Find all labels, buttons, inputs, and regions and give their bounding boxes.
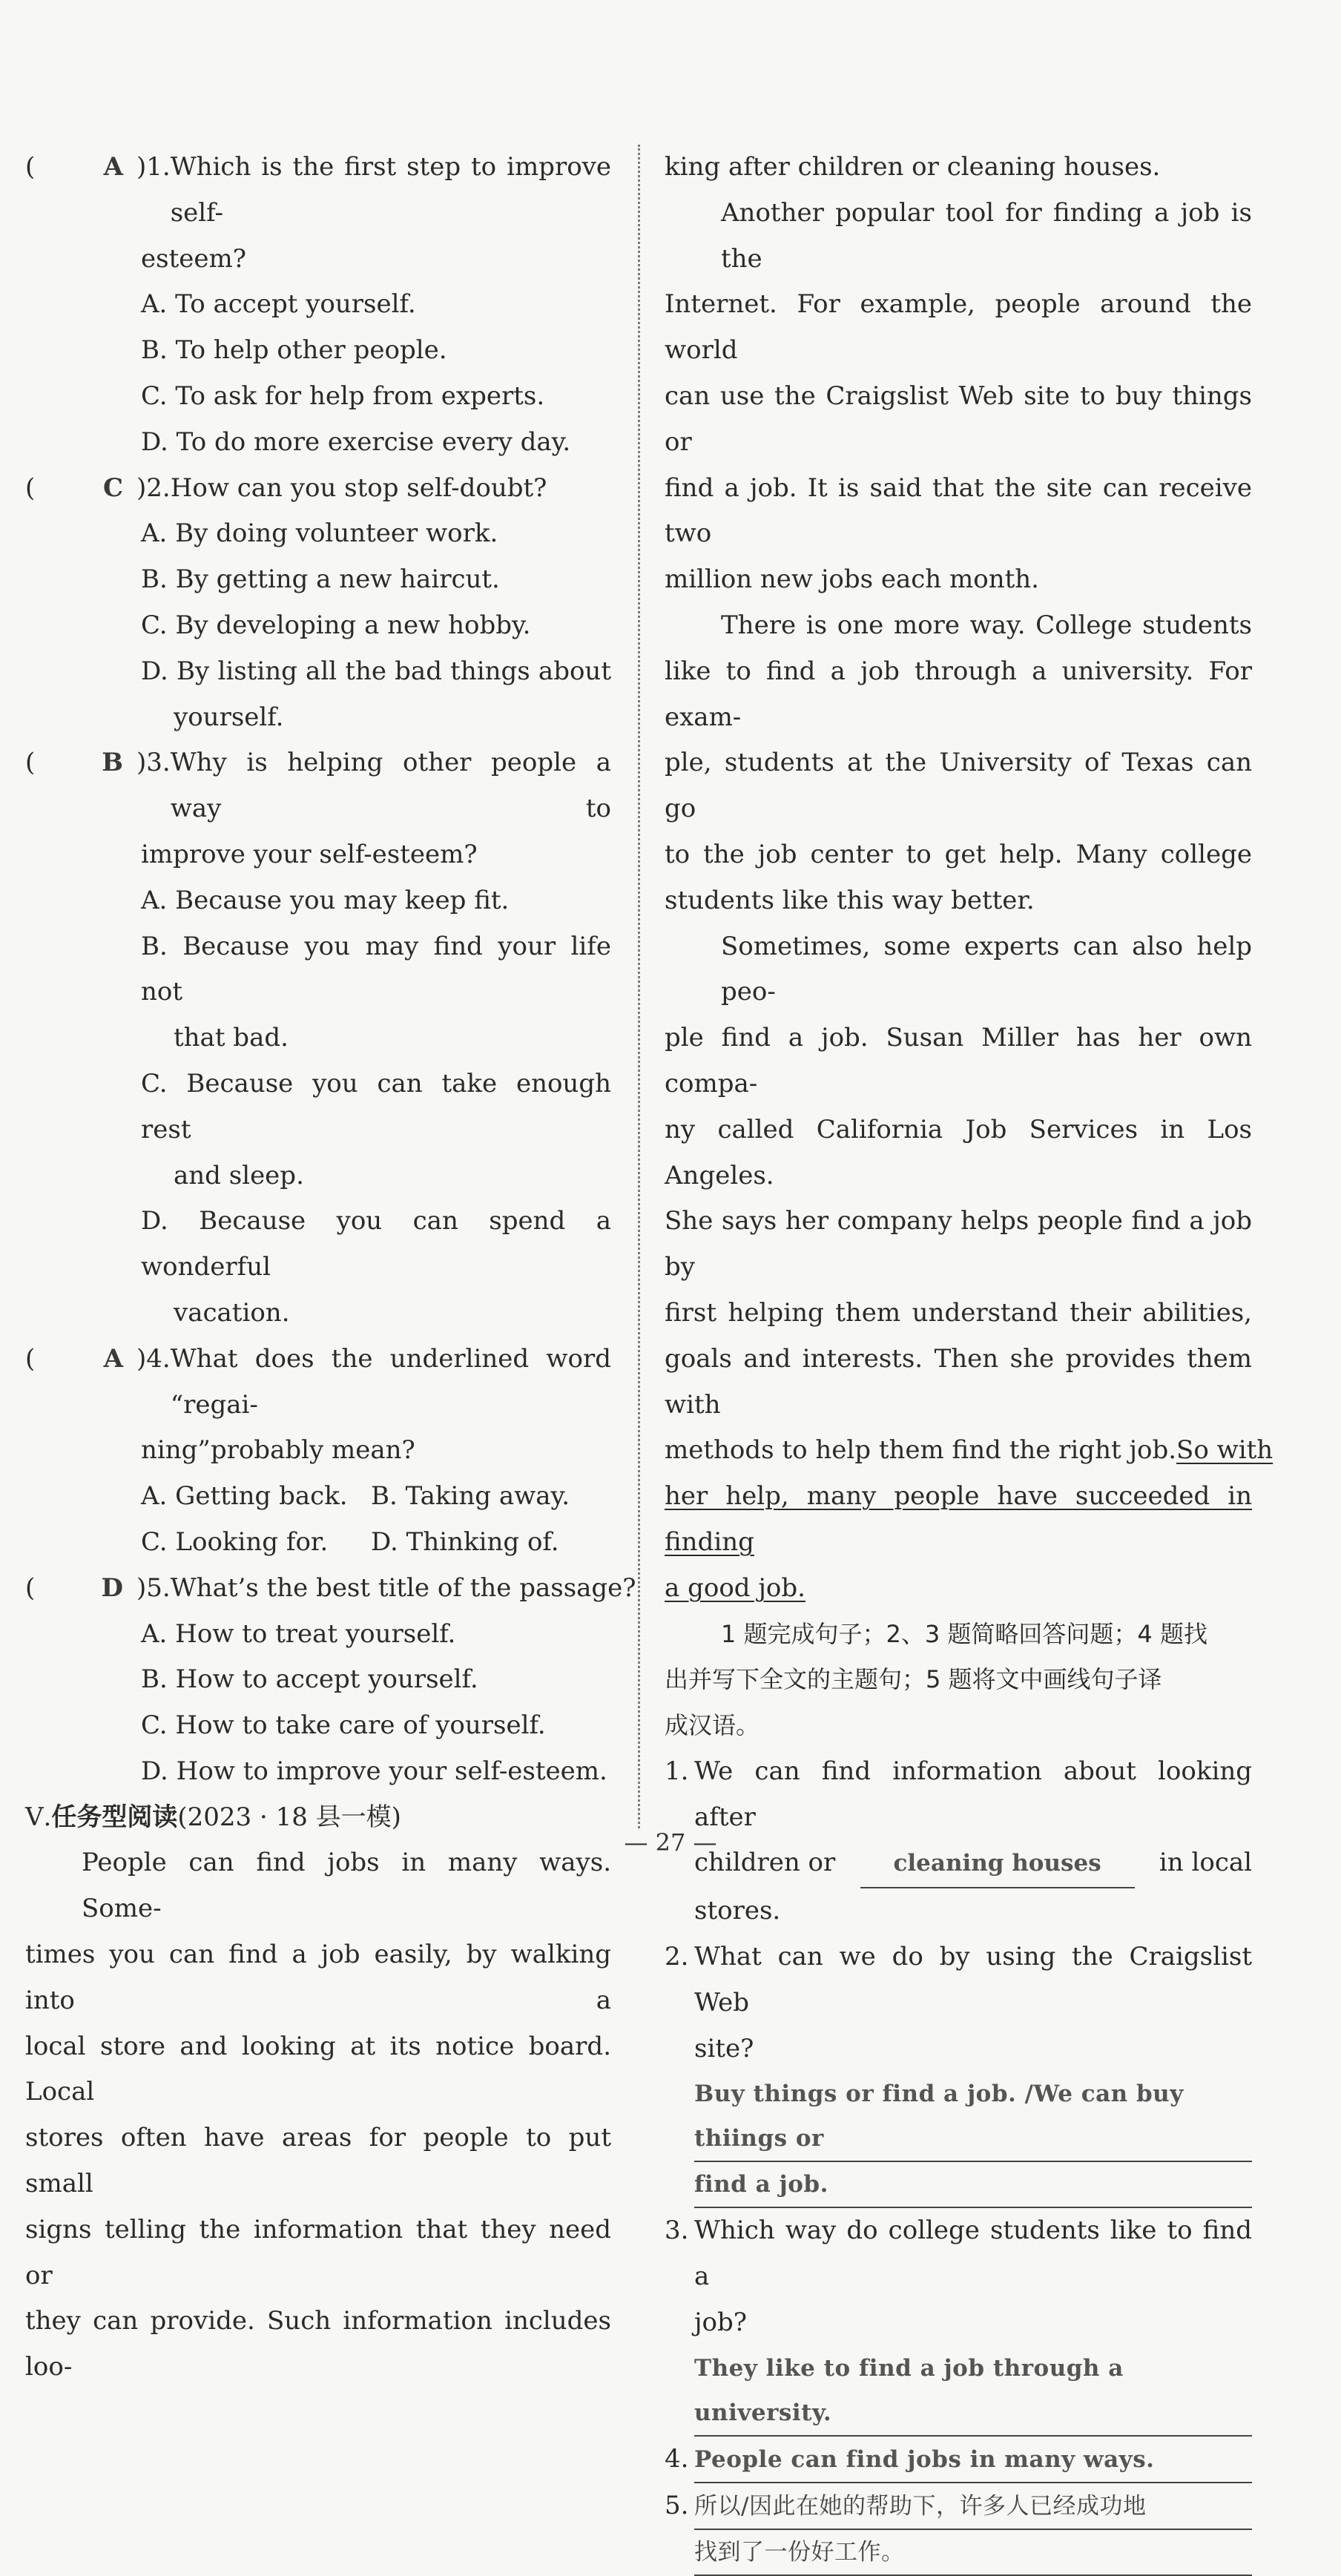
- option-d: D. Thinking of.: [371, 1526, 559, 1557]
- underlined-text: her help, many people have succeeded in finding: [665, 1481, 1252, 1557]
- passage-line: Sometimes, some experts can also help peo-: [721, 931, 1252, 1007]
- task-text: children or: [694, 1848, 836, 1878]
- option-d-cont: vacation.: [174, 1297, 290, 1328]
- instruction-line: 出并写下全文的主题句；5 题将文中画线句子译: [665, 1665, 1162, 1694]
- passage-line: find a job. It is said that the site can receive two: [665, 472, 1252, 549]
- option-b-cont: that bad.: [174, 1023, 289, 1053]
- passage-text: methods to help them find the right job.: [665, 1435, 1177, 1466]
- passage-line: [665, 1428, 1274, 1474]
- answer-letter: D: [101, 1572, 123, 1603]
- option-d: D. How to improve your self-esteem.: [141, 1756, 607, 1786]
- options-row: [25, 1474, 611, 1520]
- option-b: B. By getting a new haircut.: [141, 564, 500, 595]
- answer-blank[interactable]: cleaning houses: [860, 1841, 1135, 1888]
- task-number: 3.: [665, 2216, 689, 2246]
- answer-letter: A: [103, 1343, 123, 1374]
- passage-line: There is one more way. College students: [721, 610, 1252, 640]
- section-source: (2023 · 18 县一模): [177, 1802, 401, 1832]
- answer-line[interactable]: People can find jobs in many ways.: [694, 2437, 1252, 2483]
- section-title: 任务型阅读: [51, 1802, 178, 1832]
- passage-line: king after children or cleaning houses.: [665, 152, 1161, 182]
- passage-line: like to find a job through a university. For exam-: [665, 656, 1252, 732]
- passage-line: stores often have areas for people to put small: [25, 2123, 611, 2199]
- question-4: ( A )4. What does the underlined word “regai-: [25, 1337, 611, 1429]
- task-number: 5.: [665, 2490, 689, 2520]
- question-text: Which is the first step to improve self-: [170, 152, 611, 228]
- page-number: — 27 —: [624, 1828, 717, 1857]
- task-number: 2.: [665, 1942, 689, 1972]
- task-text: stores.: [694, 1896, 781, 1926]
- task-text: job?: [694, 2307, 748, 2338]
- passage-line: ple find a job. Susan Miller has her own compa-: [665, 1023, 1252, 1098]
- task-2: [665, 1934, 1252, 2026]
- option-c: C. To ask for help from experts.: [141, 381, 545, 411]
- passage-line: times you can find a job easily, by walking into a: [25, 1940, 611, 2015]
- passage-line: Internet. For example, people around the world: [665, 289, 1252, 366]
- passage-line: first helping them understand their abilities,: [665, 1297, 1252, 1328]
- option-a: A. By doing volunteer work.: [141, 518, 498, 549]
- question-text: improve your self-esteem?: [141, 839, 478, 869]
- task-text: We can find information about looking after: [694, 1756, 1252, 1832]
- option-b: B. Because you may find your life not: [141, 931, 611, 1007]
- options-row: [25, 1520, 611, 1566]
- answer-letter: C: [102, 472, 123, 503]
- passage-line: to the job center to get help. Many college: [665, 839, 1252, 869]
- passage-line: She says her company helps people find a job by: [665, 1206, 1252, 1282]
- question-text: How can you stop self-doubt?: [170, 472, 547, 503]
- passage-line: goals and interests. Then she provides them with: [665, 1343, 1252, 1420]
- left-column: [25, 145, 636, 2391]
- task-5: [665, 2483, 1252, 2530]
- task-1: [665, 1749, 1252, 1841]
- task-number: 4.: [665, 2443, 689, 2474]
- task-3: [665, 2208, 1252, 2300]
- answer-line[interactable]: 找到了一份好工作。: [694, 2530, 1252, 2576]
- passage-line: can use the Craigslist Web site to buy things or: [665, 381, 1252, 457]
- option-c-cont: and sleep.: [174, 1160, 304, 1190]
- answer-line[interactable]: find a job.: [694, 2162, 1252, 2208]
- option-b: B. To help other people.: [141, 335, 447, 366]
- question-5: ( D )5. What’s the best title of the passage?: [25, 1566, 611, 1612]
- question-2: ( C )2. How can you stop self-doubt?: [25, 466, 611, 512]
- passage-line: ny called California Job Services in Los Angeles.: [665, 1114, 1252, 1190]
- task-4: [665, 2437, 1252, 2483]
- passage-line: million new jobs each month.: [665, 564, 1039, 595]
- answer-line[interactable]: Buy things or find a job. /We can buy thiings or: [694, 2072, 1252, 2162]
- task-text: What can we do by using the Craigslist Web: [694, 1942, 1252, 2017]
- question-text: ning”probably mean?: [141, 1435, 415, 1466]
- task-text: in local: [1159, 1848, 1252, 1878]
- passage-line: Another popular tool for finding a job is the: [721, 197, 1252, 274]
- underlined-text: a good job.: [665, 1572, 805, 1603]
- option-c: C. How to take care of yourself.: [141, 1710, 546, 1741]
- task-instructions: [665, 1612, 1252, 1749]
- column-divider: [638, 145, 640, 1828]
- question-1: ( A )1. Which is the first step to improve self-: [25, 145, 611, 237]
- passage-line: ple, students at the University of Texas can go: [665, 748, 1252, 824]
- passage-line: local store and looking at its notice board. Local: [25, 2031, 611, 2107]
- option-a: A. Getting back.: [141, 1481, 348, 1512]
- underlined-sentence: [665, 1566, 1252, 1612]
- right-column: [665, 145, 1274, 2576]
- passage-line: students like this way better.: [665, 885, 1035, 915]
- option-b: B. Taking away.: [371, 1481, 570, 1512]
- instruction-line: 1 题完成句子；2、3 题简略回答问题；4 题找: [721, 1619, 1207, 1648]
- question-text: Why is helping other people a way to: [170, 748, 611, 824]
- question-3: ( B )3. Why is helping other people a way to: [25, 740, 611, 832]
- option-c: C. Because you can take enough rest: [141, 1068, 611, 1144]
- option-d-cont: yourself.: [174, 702, 284, 732]
- underlined-sentence: So with: [1176, 1435, 1274, 1466]
- option-a: A. To accept yourself.: [141, 289, 416, 320]
- answer-letter: A: [103, 152, 123, 182]
- option-d: D. To do more exercise every day.: [141, 426, 571, 457]
- option-c: C. Looking for.: [141, 1526, 329, 1557]
- answer-letter: B: [102, 748, 123, 778]
- reading-passage: [25, 1840, 611, 2391]
- instruction-line: 成汉语。: [665, 1711, 760, 1740]
- passage-line: signs telling the information that they need or: [25, 2214, 611, 2290]
- option-d: D. By listing all the bad things about: [141, 656, 611, 686]
- task-text: site?: [694, 2033, 754, 2063]
- option-a: A. Because you may keep fit.: [141, 885, 510, 915]
- underlined-sentence: [665, 1474, 1252, 1566]
- task-text: Which way do college students like to find a: [694, 2216, 1252, 2292]
- option-d: D. Because you can spend a wonderful: [141, 1206, 611, 1282]
- option-c: C. By developing a new hobby.: [141, 610, 531, 640]
- option-b: B. How to accept yourself.: [141, 1664, 478, 1695]
- question-text: esteem?: [141, 243, 246, 274]
- question-text: What does the underlined word “regai-: [170, 1343, 611, 1420]
- question-text: What’s the best title of the passage?: [170, 1572, 636, 1603]
- section-heading: Ⅴ.任务型阅读(2023 · 18 县一模): [25, 1802, 401, 1832]
- task-number: 1.: [665, 1756, 689, 1786]
- option-a: A. How to treat yourself.: [141, 1618, 456, 1649]
- passage-line: People can find jobs in many ways. Some-: [82, 1848, 611, 1924]
- answer-line[interactable]: 所以/因此在她的帮助下，许多人已经成功地: [694, 2484, 1252, 2530]
- passage-line: they can provide. Such information includes loo-: [25, 2306, 611, 2382]
- answer-line[interactable]: They like to find a job through a university.: [694, 2346, 1252, 2437]
